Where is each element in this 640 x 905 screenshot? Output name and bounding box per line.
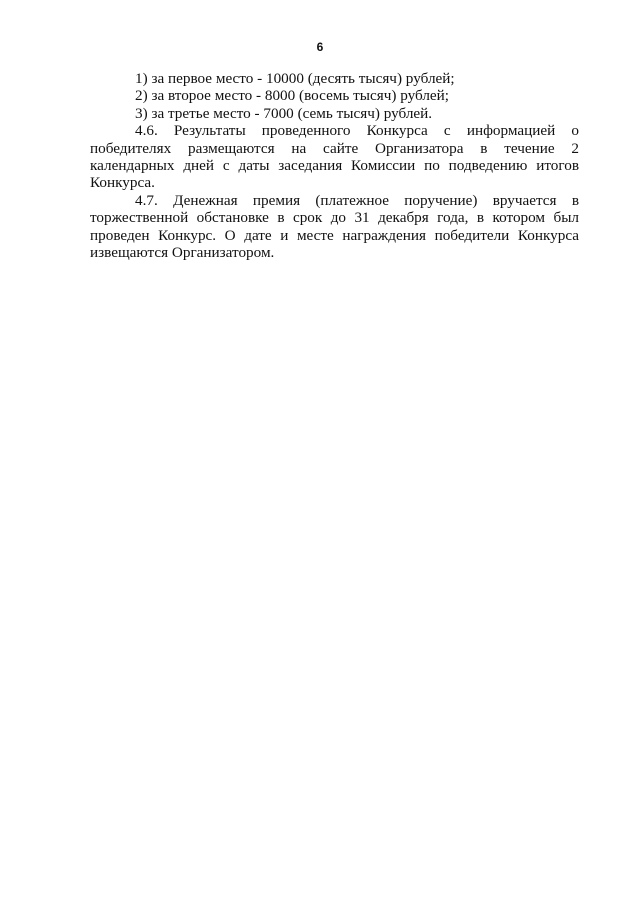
document-body [90, 70, 579, 261]
paragraph-4-7-line: извещаются Организатором. [90, 244, 275, 262]
paragraph-4-6-line: 4.6. Результаты проведенного Конкурса с информацией о [135, 122, 579, 140]
prize-list [90, 70, 579, 122]
paragraph-4-6 [90, 122, 579, 192]
prize-item-first: 1) за первое место - 10000 (десять тысяч) рублей; [135, 70, 455, 87]
paragraph-4-7-line: торжественной обстановке в срок до 31 декабря года, в котором был [90, 209, 579, 227]
prize-item-third: 3) за третье место - 7000 (семь тысяч) рублей. [135, 104, 433, 122]
paragraph-4-6-line: победителях размещаются на сайте Организатора в течение 2 [90, 139, 579, 157]
page-number: 6 [316, 40, 324, 54]
paragraph-4-7 [90, 192, 579, 262]
prize-item-second: 2) за второе место - 8000 (восемь тысяч) рублей; [135, 87, 450, 105]
paragraph-4-6-line: календарных дней с даты заседания Комиссии по подведению итогов [90, 157, 579, 175]
paragraph-4-7-line: проведен Конкурс. О дате и месте награждения победители Конкурса [90, 226, 579, 244]
paragraph-4-6-line: Конкурса. [90, 174, 155, 192]
paragraph-4-7-line: 4.7. Денежная премия (платежное поручение) вручается в [135, 191, 579, 209]
